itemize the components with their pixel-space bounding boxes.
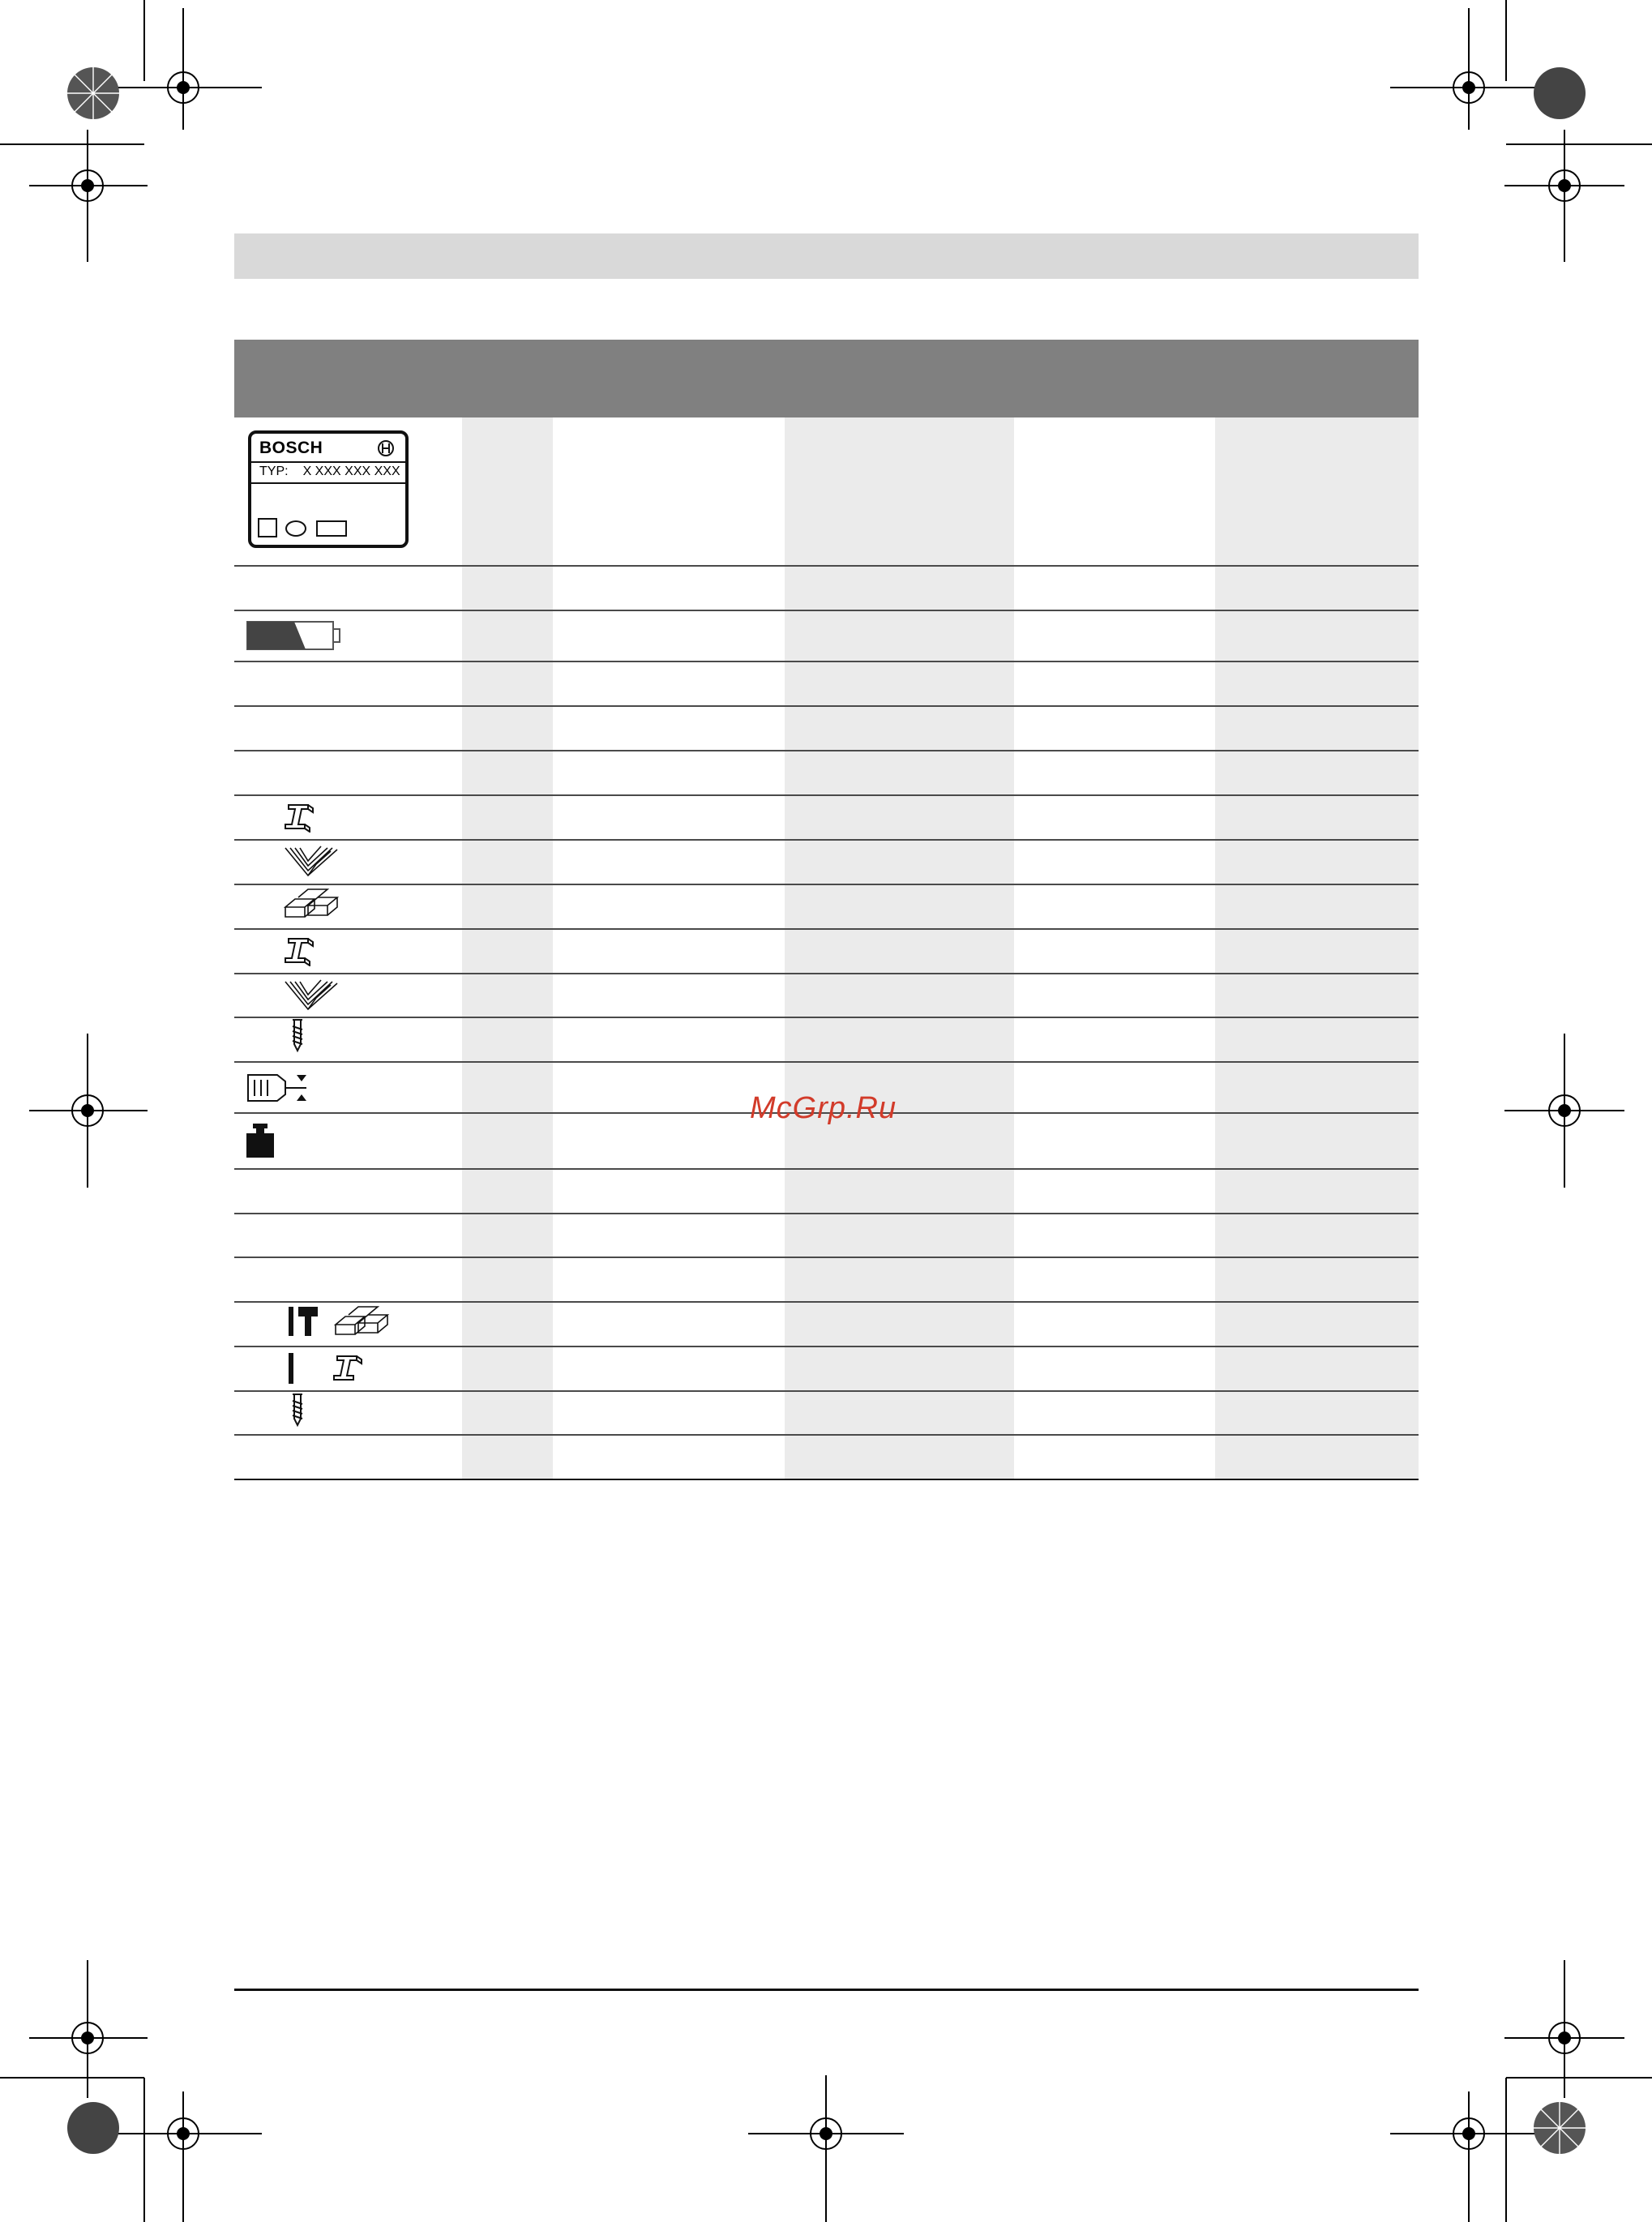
row-divider xyxy=(234,750,1419,751)
row-divider xyxy=(234,1346,1419,1347)
row-divider xyxy=(234,928,1419,930)
drill-steel-icon xyxy=(287,1350,368,1387)
row-divider xyxy=(234,1017,1419,1018)
row-divider xyxy=(234,565,1419,567)
hammer-masonry-icon xyxy=(287,1302,400,1341)
wood-icon xyxy=(284,977,340,1013)
table-bottom-rule xyxy=(234,1479,1419,1480)
masonry-icon xyxy=(284,886,349,922)
row-divider xyxy=(234,1434,1419,1436)
bosch-logo-icon xyxy=(378,440,394,456)
row-divider xyxy=(234,839,1419,841)
table-column-6 xyxy=(1215,417,1419,1479)
rating-plate-icon xyxy=(248,430,409,548)
row-divider xyxy=(234,705,1419,707)
screw-icon xyxy=(288,1017,307,1054)
row-divider xyxy=(234,1301,1419,1303)
table-column-4 xyxy=(785,417,1014,1479)
plate-typ: TYP: X XXX XXX XXX xyxy=(259,465,400,478)
row-divider xyxy=(234,1168,1419,1170)
plate-brand: BOSCH xyxy=(259,439,323,457)
row-divider xyxy=(234,1213,1419,1214)
row-divider xyxy=(234,1390,1419,1392)
steel-icon xyxy=(284,935,316,966)
row-divider xyxy=(234,1257,1419,1258)
row-divider xyxy=(234,610,1419,611)
battery-icon xyxy=(246,620,343,651)
steel-icon xyxy=(284,802,316,833)
table-column-2 xyxy=(462,417,553,1479)
footer-rule xyxy=(234,1989,1419,1991)
weight-icon xyxy=(245,1122,277,1159)
wood-icon xyxy=(284,843,340,879)
plate-typ-value: X XXX XXX XXX xyxy=(302,465,400,478)
header-band xyxy=(234,233,1419,279)
row-divider xyxy=(234,1061,1419,1063)
row-divider xyxy=(234,661,1419,662)
row-divider xyxy=(234,973,1419,974)
table-header-row xyxy=(234,340,1419,417)
row-divider xyxy=(234,884,1419,885)
watermark: McGrp.Ru xyxy=(750,1091,897,1125)
screw-icon xyxy=(288,1391,307,1428)
chuck-icon xyxy=(245,1070,310,1106)
row-divider xyxy=(234,794,1419,796)
